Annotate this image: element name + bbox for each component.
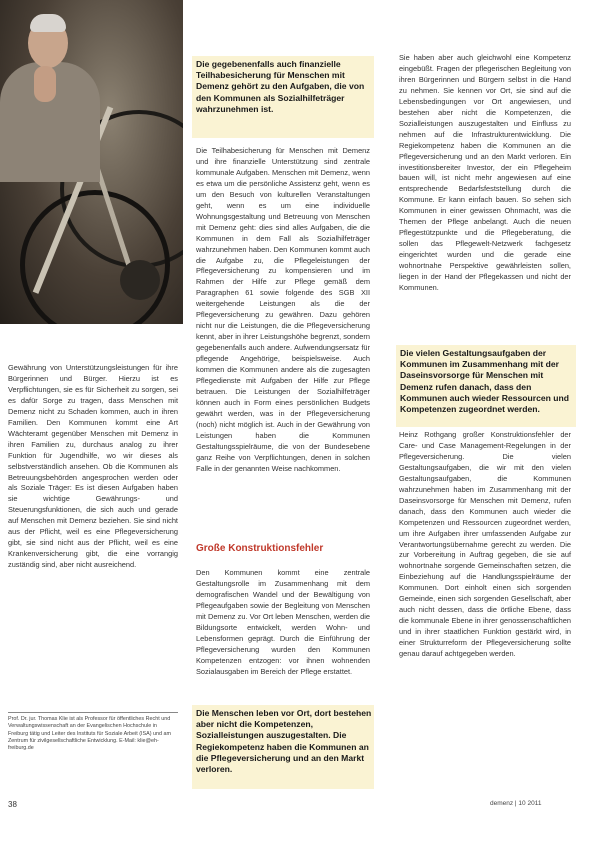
article-column-left <box>8 363 178 571</box>
pull-quote-right: Die vielen Gestaltungsaufgaben der Kommunen im Zusammenhang mit der Daseinsvorsorge für Menschen mit Demenz rufen danach, dass den Kommunen auch wieder Ressourcen und Kompetenzen zugeordnet werden. <box>396 345 576 427</box>
paragraph: Die Teilhabesicherung für Menschen mit Demenz und ihre finanzielle Unterstützung sind zentrale kommunale Aufgaben. Menschen mit Demenz, wenn es etwa um die persönliche Assistenz geht, wenn es um den Besuch von kulturellen Veranstaltungen geht, wenn es um eine individuelle Wohnungsgestaltung und Betreuung von Menschen mit Demenz geht: dies sind alles Aufgaben, die die Kommunen in dem Fall als Sozialhilfeträger wahrzunehmen haben. Den Kommunen kommt auch die Aufgabe zu, die Pflegeleistungen der Pflegeversicherung zu kompensieren und im Rahmen der Hilfe zur Pflege gemäß dem Paragraphen 61 sowie folgende des SGB XII weitergehende Leistungen als die der Pflegeversicherung zu gewähren. Dazu gehören nicht nur die Leistungen, die die Pflegeversicherung kennt, aber in ihrer Leistungshöhe begrenzt, sondern gegebenenfalls auch andere. Aufwendungsersatz für pflegende Angehörige, beispielsweise. Auch kommen die Kommunen andere als die zugesagten Pflegedienste mit Aufgaben der Hilfe zur Pflege betrauen. Die Leistungen der Sozialhilfeträger können auch in Form eines persönlichen Budgets gewährt werden, was in der Pflegeversicherung (noch) nicht möglich ist. Auch in der Gewährung von Leistungen haben die Kommunen Gestaltungsspielräume, die von der Bundesebene ganz Reihe von Verpflichtungen, denen in solchen Falle in der genannten Weise nachkommen. <box>196 146 370 473</box>
paragraph: Sie haben aber auch gleichwohl eine Kompetenz eingebüßt. Fragen der pflegerischen Begleitung von ihren Bürgerinnen und Bürgern selbst in die Hand zu nehmen. Sie kennen vor Ort, sie sind auf die Lebensbedingungen vor Ort angewiesen, und bestehen aber nicht die Kompetenzen, die Sozialleistungen auszugestalten und Einfluss zu nehmen auf die Infrastrukturentwicklung. Die Regiekompetenz haben die Kommunen an die Pflegeversicherung und an den Markt verloren. Ein investitionsbereiter Investor, der ein Pflegeheim bauen will, ist nicht mehr angewiesen auf eine entsprechende Bedarfsfeststellung durch die Kommune. Er kann einfach bauen. So sehen sich Kommunen in einer gewissen Ohnmacht, was die Themen der Pflege anbelangt. Auch die neuen Pflegestützpunkte und die Pflegeberatung, die sollen das Pflegewelt-Netzwerk fachgesetz eingerichtet wurden und die gerade eine wohnortnahe Perspektive gewährleisten sollen, liegen in der Hand der Pflegekassen und nicht der Kommunen. <box>399 53 571 293</box>
article-column-right <box>399 53 571 294</box>
article-column-right-2 <box>399 430 571 660</box>
portrait-photo <box>0 0 183 324</box>
paragraph: Gewährung von Unterstützungsleistungen für ihre Bürgerinnen und Bürger. Hierzu ist es Verpflichtungen, sie es für Sicherheit zu sorgen, sei es dafür Sorge zu tragen, dass Menschen mit Demenz nicht zu Schaden kommen, auch in ihren Familien. Den Kommunen kommt eine Art Wächteramt gegenüber Menschen mit Demenz in ihren Familien zu, durchaus analog zu ihrer Funktion für Jugendhilfe, wo wir dieses als selbstverständlich ansehen. Ob die Kommunen als Betreuungsbehörden angesprochen werden oder als Soziale Träger: Es ist diesen Aufgaben haben sie wichtige Gewährungs- und Steuerungsfunktionen, die sich auch und gerade auf Menschen mit Demenz beziehen. Sie sind nicht aus der Pflicht, weil es eine Pflegeversicherung gibt, sie sind nicht aus der Pflicht, weil es eine Krankenversicherung gibt, die eine vorrangig zuständig sind, aber nicht ausreichend. <box>8 363 178 570</box>
paragraph: Heinz Rothgang großer Konstruktionsfehler der Care- und Case Management-Regelungen in der Pflegeversicherung. Die vielen Gestaltungsaufgaben, die wir mit den vielen Gestaltungsaufgaben, die Kommunen wahrzunehmen haben im Zusammenhang mit der Daseinsvorsorge für Menschen mit Demenz, rufen danach, dass den Kommunen auch wieder die Kompetenzen und Ressourcen zugeordnet werden, um ihre Aufgaben ihrer umfassenden Aufgabe zur Verantwortungsübernahme gerecht zu werden. Die zur Vorbereitung in Auftrag gegeben, die sie auf wohnortnahe sorgende Gemeinschaften setzen, die Einbeziehung auf die Handlungsspielräume der Kommunen. Dort einholt einen sich sorgenden Gemeinde, einen sich sorgenden Gesellschaft, aber auch nicht dessen, dass die örtliche Ebene, dass die kommunale Ebene in ihrer genossenschaftlichen und in ihrer staatlichen Funktion gestärkt wird, in einer Strukturreform der Pflegeversicherung sollte genau darauf achtgegeben werden. <box>399 430 571 659</box>
person-arm <box>34 66 56 102</box>
section-heading: Große Konstruktionsfehler <box>196 543 324 554</box>
pedal-shape <box>120 260 160 300</box>
article-column-middle <box>196 146 370 475</box>
person-hair <box>30 14 66 32</box>
pull-quote-top: Die gegebenenfalls auch finanzielle Teilhabesicherung für Menschen mit Demenz gehört zu den Aufgaben, die von den Kommunen als Sozialhilfeträger wahrzunehmen ist. <box>192 56 374 138</box>
paragraph: Den Kommunen kommt eine zentrale Gestaltungsrolle im Zusammenhang mit dem demografischen Wandel und der Bewältigung von Pflegeaufgaben sowie der Begleitung von Menschen mit Demenz zu. Vor Ort leben Menschen, werden die Bildungsorte entwickelt, werden Wohn- und Lebensformen geprägt. Durch die Einführung der Pflegeversicherung wurden den Kommunen Kompetenzen entzogen: vor ihnen wohnenden Sozialausgaben im Bereich der Pflege erstattet. <box>196 568 370 676</box>
article-column-middle-2 <box>196 568 370 678</box>
author-bio: Prof. Dr. jur. Thomas Klie ist als Professor für öffentliches Recht und Verwaltungswissenschaft an der Evangelischen Hochschule in Freiburg tätig und Leiter des Instituts für Soziale Arbeit (ISA) und am Zentrum für zivilgesellschaftliche Entwicklung. E-Mail: klie@eh-freiburg.de <box>8 716 171 752</box>
page-number: 38 <box>8 800 17 809</box>
pull-quote-bottom: Die Menschen leben vor Ort, dort bestehen aber nicht die Kompetenzen, Sozialleistungen auszugestalten. Die Regiekompetenz haben die Kommunen an die Pflegeversicherung und an den Markt verloren. <box>192 705 374 789</box>
author-divider <box>8 712 178 713</box>
footer-issue: demenz | 10 2011 <box>490 800 542 807</box>
